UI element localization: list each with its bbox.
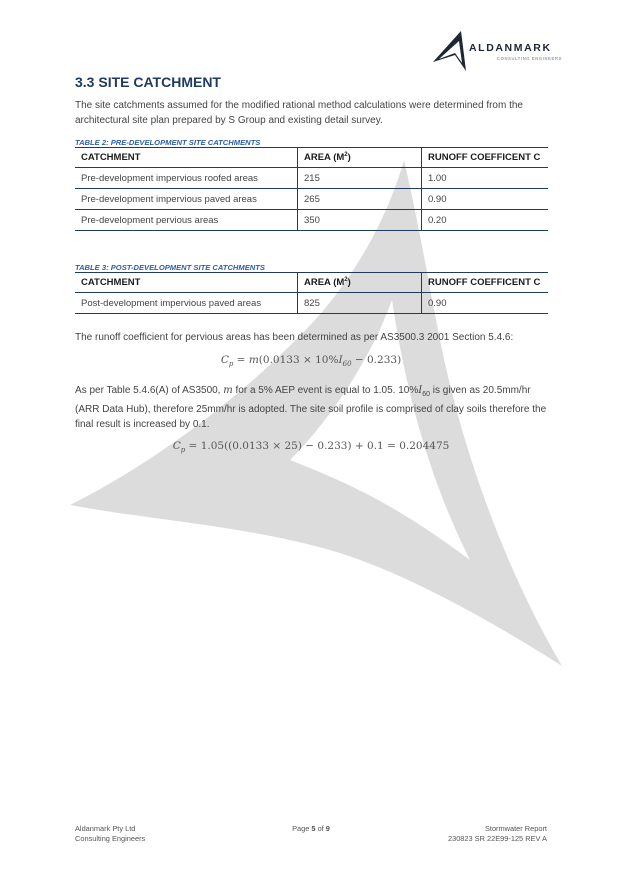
footer-report-ref: Stormwater Report 230823 SR 22E99-125 REV A xyxy=(447,824,547,843)
cell-area: 350 xyxy=(298,210,422,231)
section-title: 3.3 SITE CATCHMENT xyxy=(75,74,221,90)
logo-tagline: CONSULTING ENGINEERS xyxy=(497,56,562,61)
table-3-post-development xyxy=(75,272,548,314)
cell-catchment: Pre-development impervious roofed areas xyxy=(75,168,298,189)
cell-catchment: Pre-development pervious areas xyxy=(75,210,298,231)
cell-area: 825 xyxy=(298,293,422,314)
header-runoff: RUNOFF COEFFICENT C xyxy=(422,148,549,168)
cell-area: 265 xyxy=(298,189,422,210)
table-row xyxy=(75,189,548,210)
cell-catchment: Post-development impervious paved areas xyxy=(75,293,298,314)
table-3-caption: TABLE 3: POST-DEVELOPMENT SITE CATCHMENTS xyxy=(75,263,265,272)
cell-runoff: 0.90 xyxy=(422,189,549,210)
equation-runoff-coefficient: $C_p = m(0.0133 \times 10\%I_{60} - 0.233)$ xyxy=(220,354,402,369)
table-2-pre-development xyxy=(75,147,548,231)
cell-runoff: 0.90 xyxy=(422,293,549,314)
logo-wordmark: ALDANMARK xyxy=(469,42,552,54)
table-row xyxy=(75,168,548,189)
cell-catchment: Pre-development impervious paved areas xyxy=(75,189,298,210)
cell-runoff: 0.20 xyxy=(422,210,549,231)
runoff-paragraph: The runoff coefficient for pervious areas has been determined as per AS3500.3 2001 Section 5.4.6: xyxy=(75,332,514,343)
table-row xyxy=(75,293,548,314)
header-area: AREA $(M^2)$ xyxy=(298,273,422,293)
table-header-row xyxy=(75,273,548,293)
header-catchment: CATCHMENT xyxy=(75,273,298,293)
equation-final-result: $C_p = 1.05((0.0133 \times 25) - 0.233) + 0.1 = 0.204475$ xyxy=(172,440,450,455)
table-reference-paragraph: As per Table 5.4.6(A) of AS3500, m for a 5% AEP event is equal to 1.05. $10\%I_{60}$ is given as 20.5mm/hr (ARR Data Hub), therefore 25mm/hr is adopted. The site soil profile is comprised of clay soils therefore the final result is increased by 0.1. xyxy=(75,385,547,430)
table-header-row xyxy=(75,148,548,168)
footer-company: Aldanmark Pty Ltd Consulting Engineers xyxy=(75,824,146,843)
header-area: AREA $(M^2)$ xyxy=(298,148,422,168)
header-catchment: CATCHMENT xyxy=(75,148,298,168)
table-2-caption: TABLE 2: PRE-DEVELOPMENT SITE CATCHMENTS xyxy=(75,138,261,147)
header-runoff: RUNOFF COEFFICENT C xyxy=(422,273,549,293)
footer-page-number: Page 5 of 9 xyxy=(292,824,330,833)
table-row xyxy=(75,210,548,231)
cell-runoff: 1.00 xyxy=(422,168,549,189)
cell-area: 215 xyxy=(298,168,422,189)
intro-paragraph: The site catchments assumed for the modified rational method calculations were determined from the architectural site plan prepared by S Group and existing detail survey. xyxy=(75,100,523,126)
